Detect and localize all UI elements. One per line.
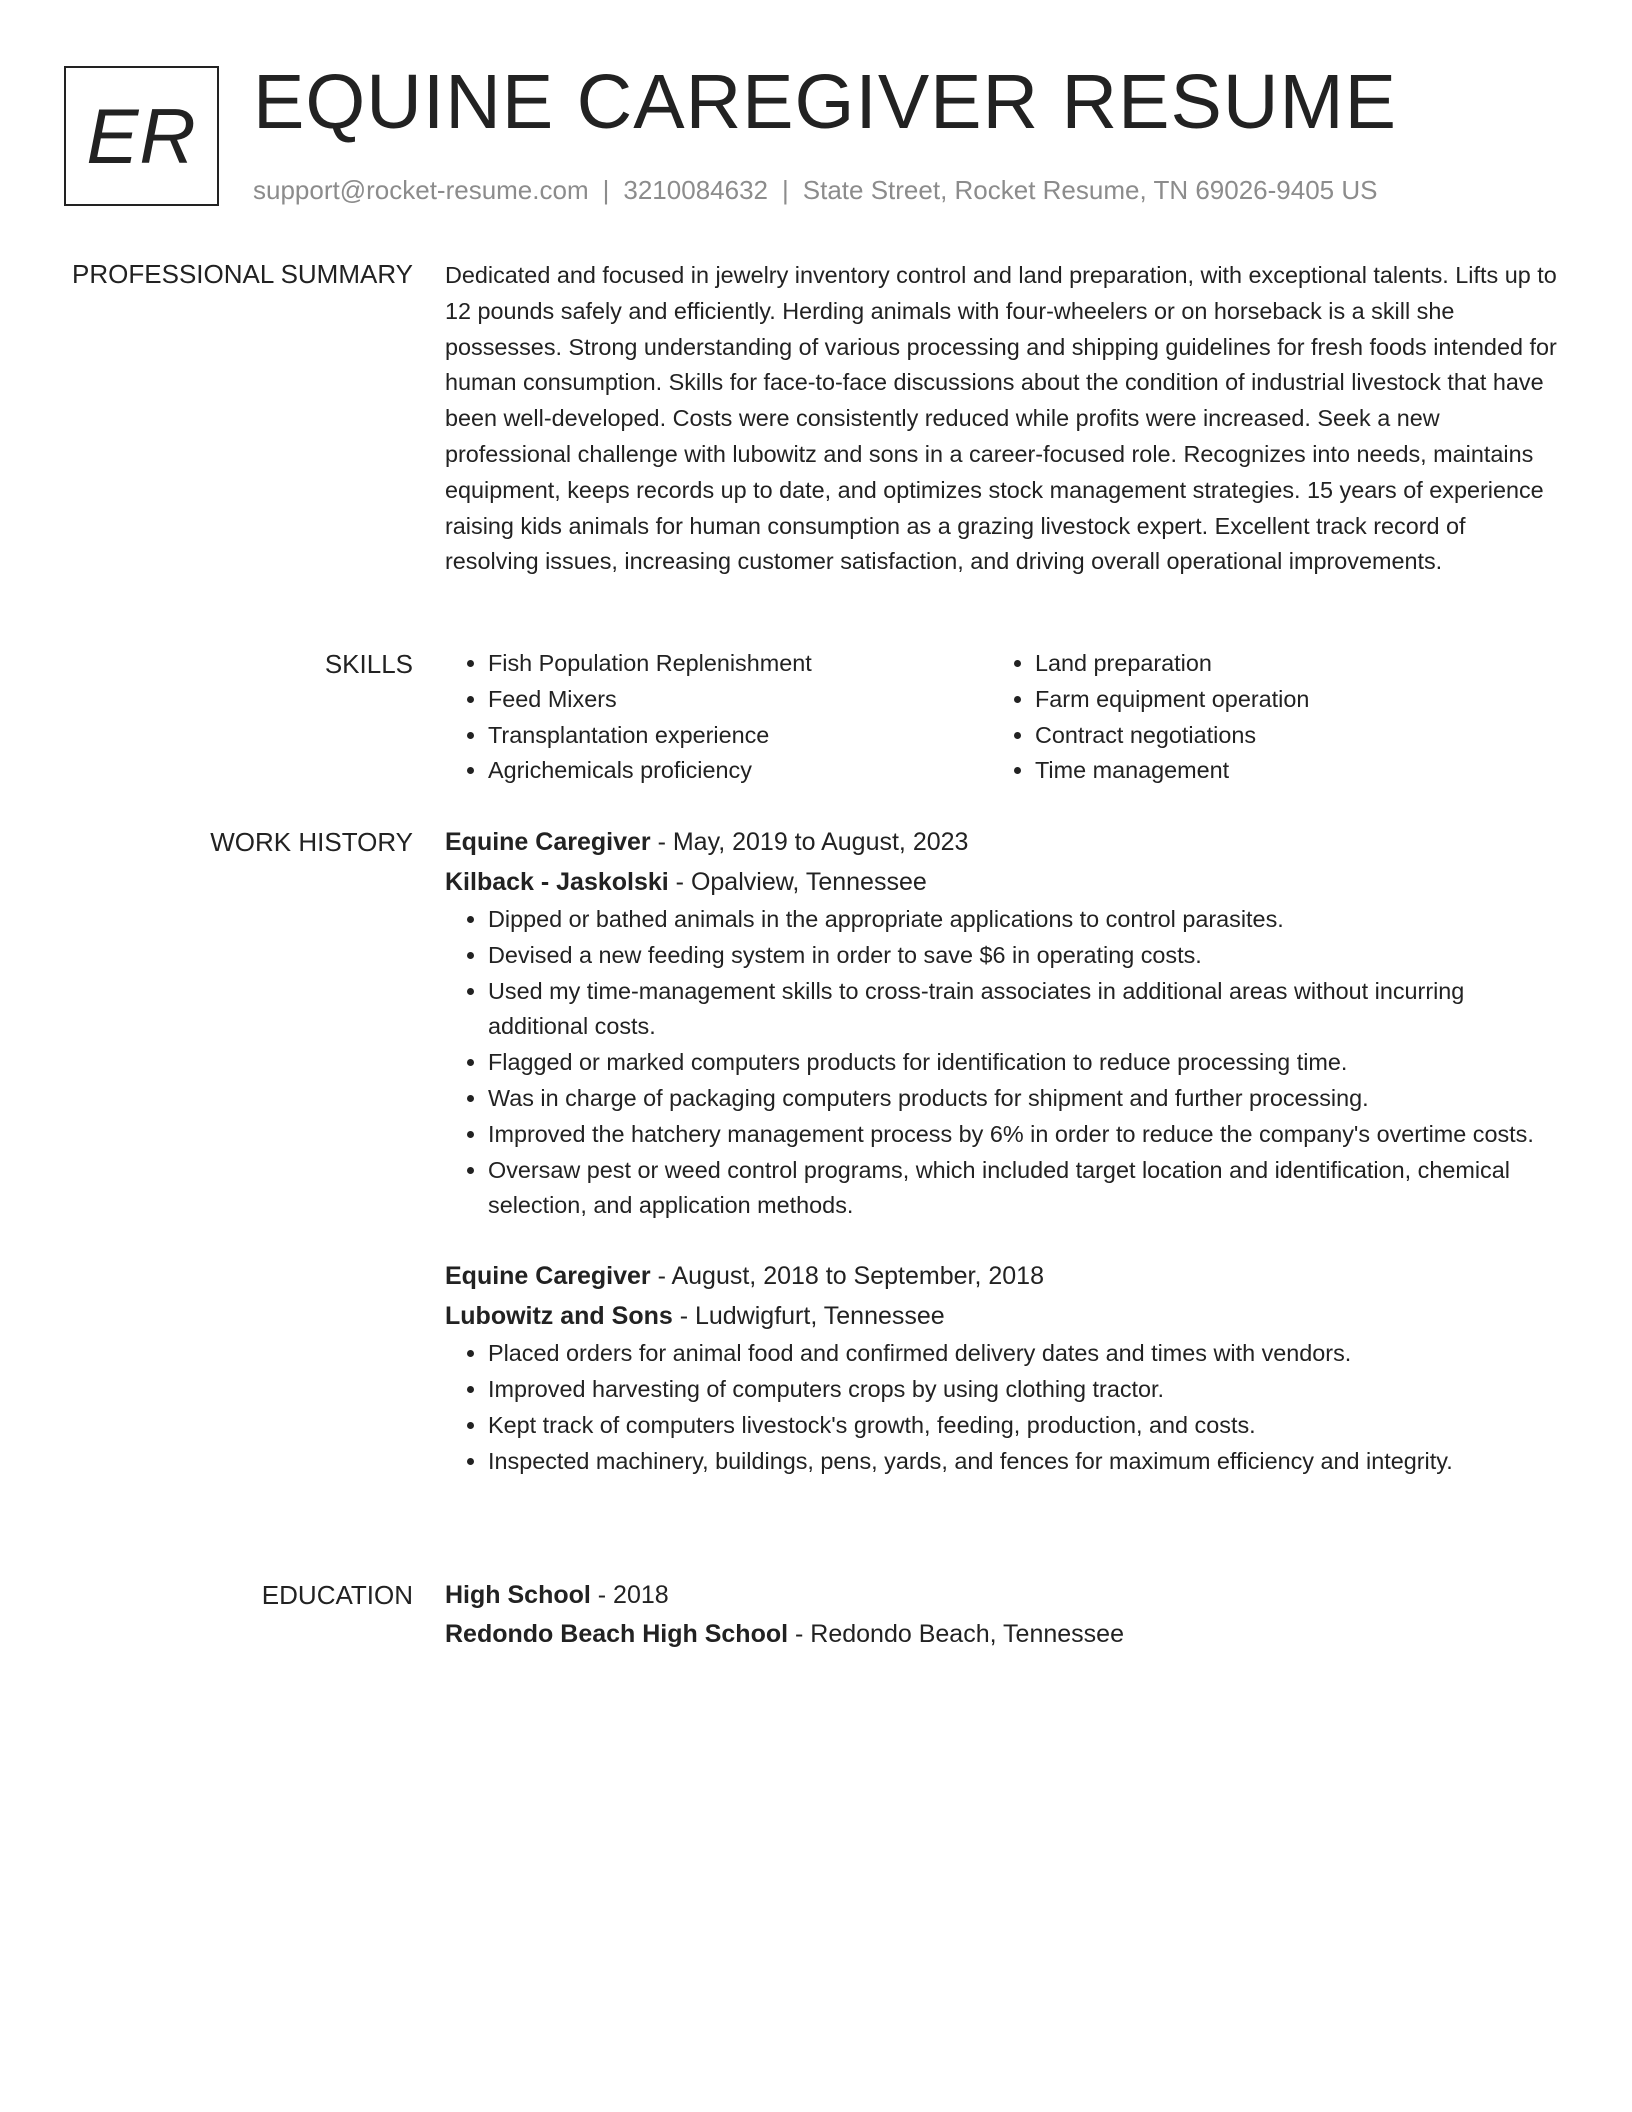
skill-item: • Farm equipment operation — [1035, 682, 1539, 718]
job-bullet: • Devised a new feeding system in order to save $6 in operating costs. — [488, 938, 1565, 974]
job-dates: - August, 2018 to September, 2018 — [650, 1262, 1044, 1291]
job-entry — [445, 822, 1565, 1224]
contact-address: State Street, Rocket Resume, TN 69026-9405 US — [802, 175, 1378, 205]
job-role-line — [445, 1256, 1565, 1296]
skill-item: • Transplantation experience — [488, 718, 992, 754]
job-company: Kilback - Jaskolski — [445, 868, 669, 896]
job-location: - Ludwigfurt, Tennessee — [672, 1302, 945, 1331]
education-location: - Redondo Beach, Tennessee — [788, 1620, 1124, 1648]
contact-line — [253, 174, 1377, 206]
job-location: - Opalview, Tennessee — [668, 868, 927, 896]
job-bullets — [445, 902, 1565, 1224]
job-bullet: • Dipped or bathed animals in the appropriate applications to control parasites. — [488, 902, 1565, 938]
skills-list-right — [992, 646, 1539, 789]
job-company: Lubowitz and Sons — [445, 1302, 673, 1331]
skill-item: • Fish Population Replenishment — [488, 646, 992, 682]
skills-heading: SKILLS — [324, 649, 413, 679]
job-entry — [445, 1256, 1565, 1479]
job-role-line — [445, 822, 1565, 862]
job-dates: - May, 2019 to August, 2023 — [650, 828, 969, 856]
education-degree: High School — [445, 1581, 591, 1609]
job-bullet: • Improved harvesting of computers crops by using clothing tractor. — [488, 1372, 1565, 1408]
job-bullets — [445, 1336, 1565, 1479]
skills-grid — [445, 646, 1565, 789]
job-bullet: • Flagged or marked computers products for identification to reduce processing time. — [488, 1045, 1565, 1081]
monogram-logo — [64, 66, 219, 206]
skill-item: • Feed Mixers — [488, 682, 992, 718]
job-company-line — [445, 862, 1565, 902]
education-school-line — [445, 1615, 1565, 1653]
skill-item: • Time management — [1035, 753, 1539, 789]
job-role: Equine Caregiver — [445, 828, 651, 856]
education-degree-line — [445, 1575, 1565, 1615]
job-bullet: • Inspected machinery, buildings, pens, yards, and fences for maximum efficiency and integrity. — [488, 1444, 1565, 1480]
summary-text: Dedicated and focused in jewelry inventory control and land preparation, with exceptional talents. Lifts up to 12 pounds safely and efficiently. Herding animals with four-wheelers or on horseback is a skill she possesses. Strong understanding of various processing and shipping guidelines for fresh foods intended for human consumption. Skills for face-to-face discussions about the condition of industrial livestock that have been well-developed. Costs were consistently reduced while profits were increased. Seek a new professional challenge with lubowitz and sons in a career-focused role. Recognizes into needs, maintains equipment, keeps records up to date, and optimizes stock management strategies. 15 years of experience raising kids animals for human consumption as a grazing livestock expert. Excellent track record of resolving issues, increasing customer satisfaction, and driving overall operational improvements. — [445, 262, 1557, 575]
job-bullet: • Was in charge of packaging computers products for shipment and further processing. — [488, 1081, 1565, 1117]
job-bullet: • Improved the hatchery management process by 6% in order to reduce the company's overtime costs. — [488, 1117, 1565, 1153]
job-bullet: • Placed orders for animal food and confirmed delivery dates and times with vendors. — [488, 1336, 1565, 1372]
job-role: Equine Caregiver — [445, 1262, 651, 1291]
contact-phone: 3210084632 — [623, 175, 768, 205]
skill-item: • Land preparation — [1035, 646, 1539, 682]
education-school: Redondo Beach High School — [445, 1620, 789, 1648]
job-bullet: • Kept track of computers livestock's growth, feeding, production, and costs. — [488, 1408, 1565, 1444]
monogram-text: ER — [86, 91, 197, 180]
resume-title: EQUINE CAREGIVER RESUME — [253, 59, 1397, 145]
job-company-line — [445, 1296, 1565, 1336]
job-bullet: • Oversaw pest or weed control programs, which included target location and identification, chemical selection, and application methods. — [488, 1153, 1565, 1225]
job-bullet: • Used my time-management skills to cross-train associates in additional areas without incurring additional costs. — [488, 974, 1565, 1046]
education-year: - 2018 — [590, 1581, 669, 1609]
contact-separator: | — [782, 175, 789, 205]
contact-email: support@rocket-resume.com — [253, 175, 589, 205]
work-history-heading: WORK HISTORY — [210, 827, 413, 857]
contact-separator: | — [602, 175, 610, 205]
skill-item: • Contract negotiations — [1035, 718, 1539, 754]
skill-item: • Agrichemicals proficiency — [488, 753, 992, 789]
summary-heading: PROFESSIONAL SUMMARY — [72, 259, 413, 289]
skills-list-left — [445, 646, 992, 789]
education-heading: EDUCATION — [261, 1580, 413, 1610]
